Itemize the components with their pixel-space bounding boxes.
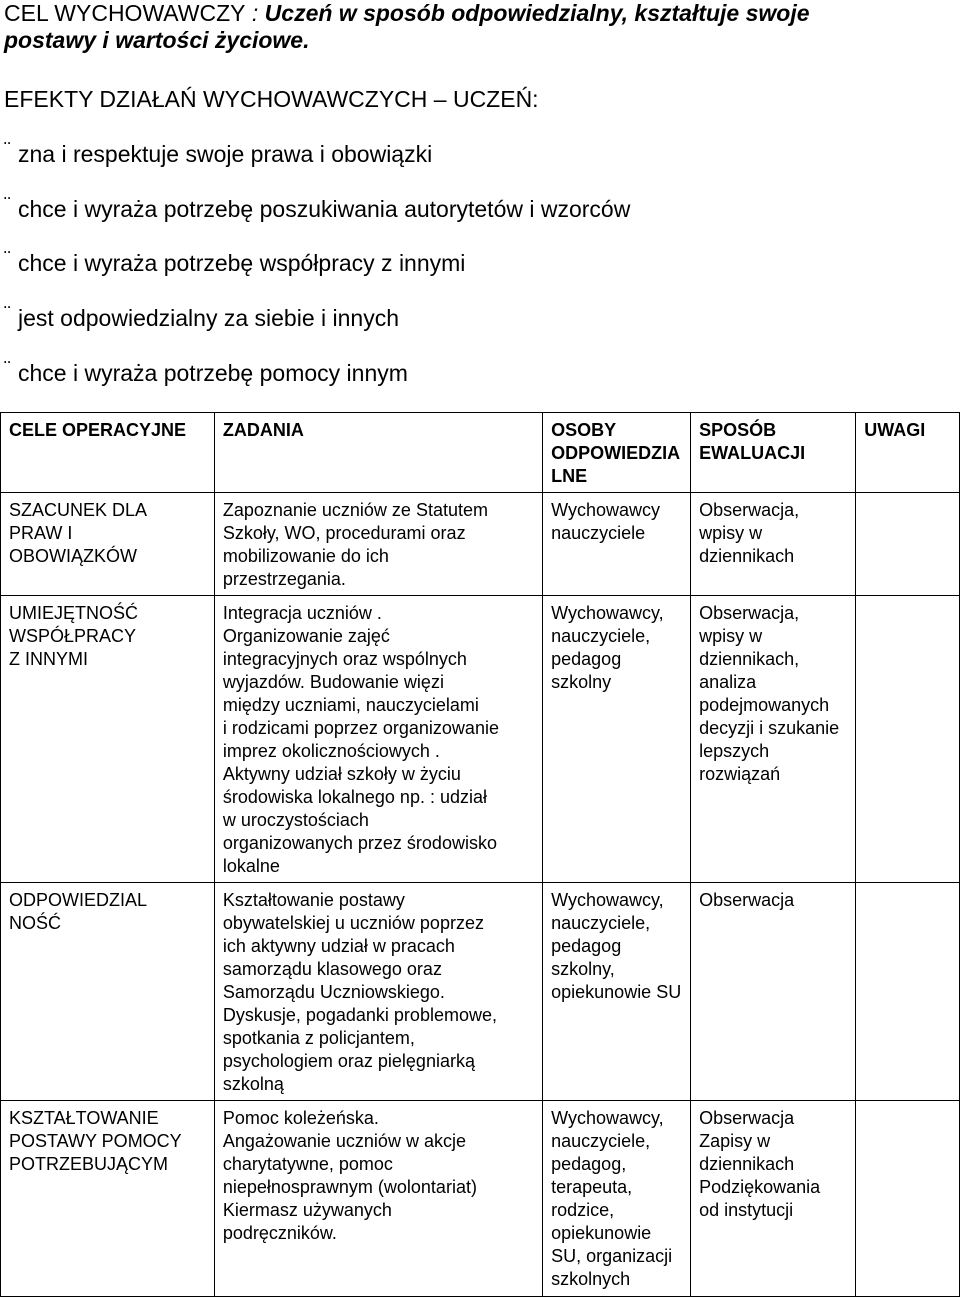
notes-cell — [856, 883, 960, 1101]
effect-item — [4, 141, 432, 168]
effect-item — [4, 360, 408, 387]
effects-title: EFEKTY DZIAŁAŃ WYCHOWAWCZYCH – UCZEŃ: — [4, 86, 539, 112]
educational-goal-heading — [4, 0, 954, 54]
operational-goals-table — [0, 412, 960, 1297]
goal-cell: ODPOWIEDZIAL NOŚĆ — [1, 883, 215, 1101]
table-row — [1, 596, 960, 883]
header-evaluation-method: SPOSÓB EWALUACJI — [691, 413, 856, 493]
responsible-cell: Wychowawcy, nauczyciele, pedagog szkolny — [543, 596, 691, 883]
header-notes: UWAGI — [856, 413, 960, 493]
bullet-marker: ¨ — [4, 194, 11, 216]
responsible-cell: Wychowawcy, nauczyciele, pedagog szkolny, opiekunowie SU — [543, 883, 691, 1101]
notes-cell — [856, 1101, 960, 1297]
effect-text: chce i wyraża potrzebę poszukiwania autorytetów i wzorców — [18, 196, 631, 222]
task-cell: Pomoc koleżeńska. Angażowanie uczniów w akcje charytatywne, pomoc niepełnosprawnym (wolontariat) Kiermasz używanych podręczników. — [214, 1101, 542, 1297]
evaluation-cell: Obserwacja, wpisy w dziennikach, analiza podejmowanych decyzji i szukanie lepszych rozwiązań — [691, 596, 856, 883]
bullet-marker: ¨ — [4, 358, 11, 380]
header-tasks: ZADANIA — [214, 413, 542, 493]
task-cell: Kształtowanie postawy obywatelskiej u uczniów poprzez ich aktywny udział w pracach samorządu klasowego oraz Samorządu Uczniowskiego. Dyskusje, pogadanki problemowe, spotkania z policjantem, psychologiem oraz pielęgniarką szkolną — [214, 883, 542, 1101]
table-row — [1, 883, 960, 1101]
goal-label: CEL WYCHOWAWCZY — [4, 0, 246, 26]
goal-cell: KSZTAŁTOWANIE POSTAWY POMOCY POTRZEBUJĄCYM — [1, 1101, 215, 1297]
evaluation-cell: Obserwacja, wpisy w dziennikach — [691, 493, 856, 596]
effect-text: jest odpowiedzialny za siebie i innych — [18, 305, 399, 331]
bullet-marker: ¨ — [4, 139, 11, 161]
evaluation-cell: Obserwacja Zapisy w dziennikach Podziękowania od instytucji — [691, 1101, 856, 1297]
table-row — [1, 493, 960, 596]
evaluation-cell: Obserwacja — [691, 883, 856, 1101]
header-responsible-persons: OSOBY ODPOWIEDZIA LNE — [543, 413, 691, 493]
table-header-row — [1, 413, 960, 493]
goal-text-line-1: Uczeń w sposób odpowiedzialny, kształtuje swoje — [264, 0, 810, 26]
effect-item — [4, 305, 399, 332]
header-operational-goals: CELE OPERACYJNE — [1, 413, 215, 493]
goal-cell: UMIEJĘTNOŚĆ WSPÓŁPRACY Z INNYMI — [1, 596, 215, 883]
responsible-cell: Wychowawcy, nauczyciele, pedagog, terapeuta, rodzice, opiekunowie SU, organizacji szkolnych — [543, 1101, 691, 1297]
goal-text-line-2: postawy i wartości życiowe. — [4, 27, 310, 53]
task-cell: Zapoznanie uczniów ze Statutem Szkoły, WO, procedurami oraz mobilizowanie do ich przestrzegania. — [214, 493, 542, 596]
effect-text: chce i wyraża potrzebę współpracy z innymi — [18, 250, 466, 276]
notes-cell — [856, 596, 960, 883]
effect-item — [4, 250, 465, 277]
effect-item — [4, 196, 630, 223]
goal-cell: SZACUNEK DLA PRAW I OBOWIĄZKÓW — [1, 493, 215, 596]
bullet-marker: ¨ — [4, 248, 11, 270]
effect-text: zna i respektuje swoje prawa i obowiązki — [18, 141, 433, 167]
responsible-cell: Wychowawcy nauczyciele — [543, 493, 691, 596]
goal-separator: : — [245, 0, 265, 26]
table-row — [1, 1101, 960, 1297]
task-cell: Integracja uczniów . Organizowanie zajęć integracyjnych oraz wspólnych wyjazdów. Budowanie więzi między uczniami, nauczycielami i rodzicami poprzez organizowanie imprez okolicznościowych . Aktywny udział szkoły w życiu środowiska lokalnego np. : udział w uroczystościach organizowanych przez środowisko lokalne — [214, 596, 542, 883]
bullet-marker: ¨ — [4, 303, 11, 325]
notes-cell — [856, 493, 960, 596]
effect-text: chce i wyraża potrzebę pomocy innym — [18, 360, 408, 386]
